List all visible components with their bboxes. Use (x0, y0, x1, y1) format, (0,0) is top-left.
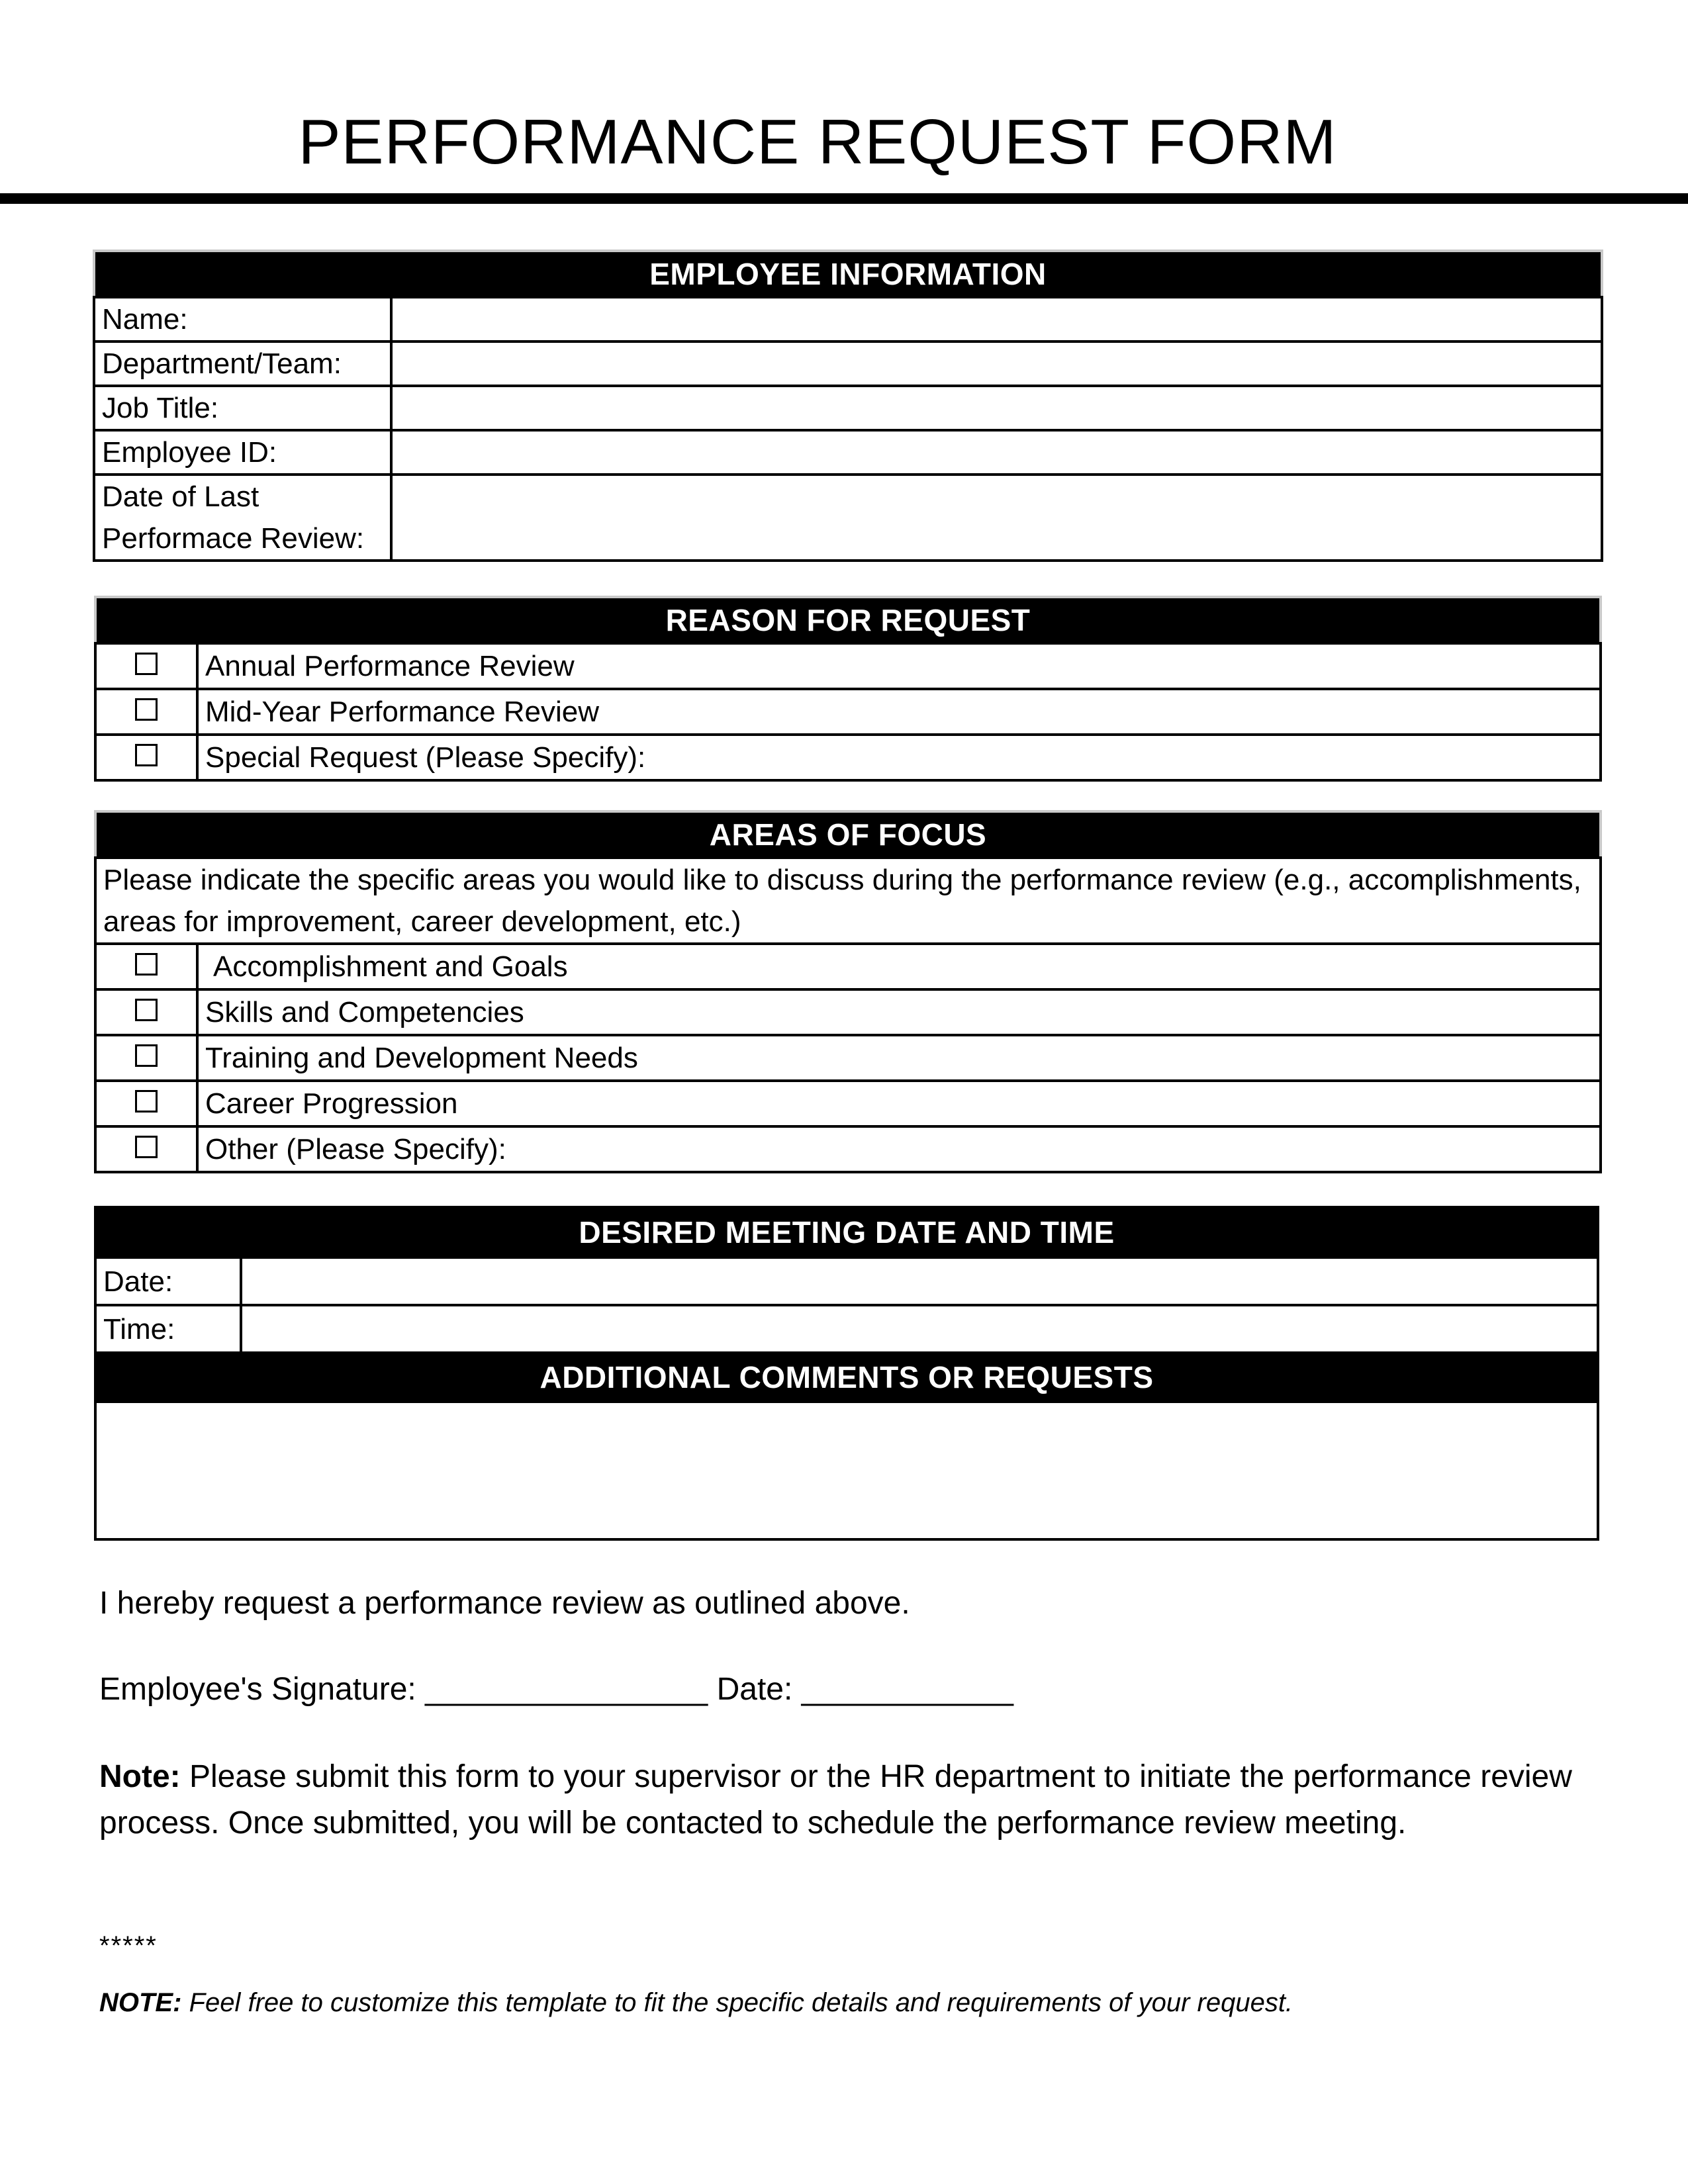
areas-of-focus-instruction: Please indicate the specific areas you would like to discuss during the performance review (e.g., accomplishments, areas for improvement, career development, etc.) (95, 858, 1601, 944)
other-specify-option: Other (Please Specify): (197, 1126, 1601, 1172)
meeting-date-label: Date: (95, 1257, 241, 1305)
note-text: Please submit this form to your supervisor or the HR department to initiate the performance review process. Once submitted, you will be contacted to schedule the performance review meeting. (99, 1759, 1572, 1841)
name-field[interactable] (391, 297, 1602, 341)
skills-competencies-checkbox[interactable] (135, 999, 158, 1021)
meeting-time-label: Time: (95, 1305, 241, 1353)
career-progression-checkbox-cell[interactable] (95, 1081, 197, 1126)
job-title-label: Job Title: (94, 386, 391, 430)
title-divider (0, 193, 1688, 204)
additional-comments-field[interactable] (95, 1402, 1598, 1539)
employee-information-table (93, 250, 1603, 562)
skills-competencies-checkbox-cell[interactable] (95, 989, 197, 1035)
other-specify-checkbox-cell[interactable] (95, 1126, 197, 1172)
last-review-date-field[interactable] (391, 475, 1602, 561)
last-review-date-label (94, 475, 391, 561)
desired-meeting-header: DESIRED MEETING DATE AND TIME (95, 1207, 1598, 1257)
page-title: PERFORMANCE REQUEST FORM (298, 107, 1337, 177)
declaration-text: I hereby request a performance review as outlined above. (99, 1586, 910, 1621)
skills-competencies-option: Skills and Competencies (197, 989, 1601, 1035)
job-title-field[interactable] (391, 386, 1602, 430)
template-note (99, 1984, 1622, 2021)
last-review-label-line1: Date of Last (102, 480, 259, 513)
signature-field[interactable]: ________________ (425, 1672, 708, 1707)
accomplishment-goals-option: Accomplishment and Goals (197, 944, 1601, 989)
training-development-option: Training and Development Needs (197, 1035, 1601, 1081)
training-development-checkbox-cell[interactable] (95, 1035, 197, 1081)
department-team-label: Department/Team: (94, 341, 391, 386)
special-request-checkbox[interactable] (135, 744, 158, 766)
employee-id-field[interactable] (391, 430, 1602, 475)
signature-line (99, 1666, 1595, 1713)
annual-review-option: Annual Performance Review (197, 643, 1601, 689)
areas-of-focus-table (94, 810, 1602, 1173)
meeting-time-field[interactable] (241, 1305, 1598, 1353)
annual-review-checkbox[interactable] (135, 653, 158, 675)
accomplishment-goals-checkbox-cell[interactable] (95, 944, 197, 989)
signature-label: Employee's Signature: (99, 1672, 416, 1707)
department-team-field[interactable] (391, 341, 1602, 386)
reason-for-request-header: REASON FOR REQUEST (95, 597, 1601, 643)
accomplishment-goals-checkbox[interactable] (135, 953, 158, 976)
template-note-text: Feel free to customize this template to fit the specific details and requirements of your request. (189, 1988, 1293, 2017)
career-progression-checkbox[interactable] (135, 1090, 158, 1113)
employee-id-label: Employee ID: (94, 430, 391, 475)
submission-note (99, 1754, 1595, 1846)
note-label: Note: (99, 1759, 181, 1794)
separator-stars: ***** (99, 1931, 158, 1960)
areas-of-focus-header: AREAS OF FOCUS (95, 811, 1601, 858)
additional-comments-header: ADDITIONAL COMMENTS OR REQUESTS (95, 1353, 1598, 1402)
name-label: Name: (94, 297, 391, 341)
last-review-label-line2: Performace Review: (102, 522, 365, 555)
template-note-label: NOTE: (99, 1988, 182, 2017)
reason-for-request-table (94, 596, 1602, 782)
other-specify-checkbox[interactable] (135, 1136, 158, 1158)
signature-date-label: Date: (716, 1672, 793, 1707)
mid-year-review-checkbox-cell[interactable] (95, 689, 197, 735)
meeting-date-field[interactable] (241, 1257, 1598, 1305)
annual-review-checkbox-cell[interactable] (95, 643, 197, 689)
special-request-option: Special Request (Please Specify): (197, 735, 1601, 780)
meeting-and-comments-table (94, 1206, 1599, 1541)
training-development-checkbox[interactable] (135, 1044, 158, 1067)
signature-date-field[interactable]: ____________ (801, 1672, 1013, 1707)
special-request-checkbox-cell[interactable] (95, 735, 197, 780)
employee-information-header: EMPLOYEE INFORMATION (94, 251, 1602, 297)
mid-year-review-option: Mid-Year Performance Review (197, 689, 1601, 735)
mid-year-review-checkbox[interactable] (135, 698, 158, 721)
career-progression-option: Career Progression (197, 1081, 1601, 1126)
